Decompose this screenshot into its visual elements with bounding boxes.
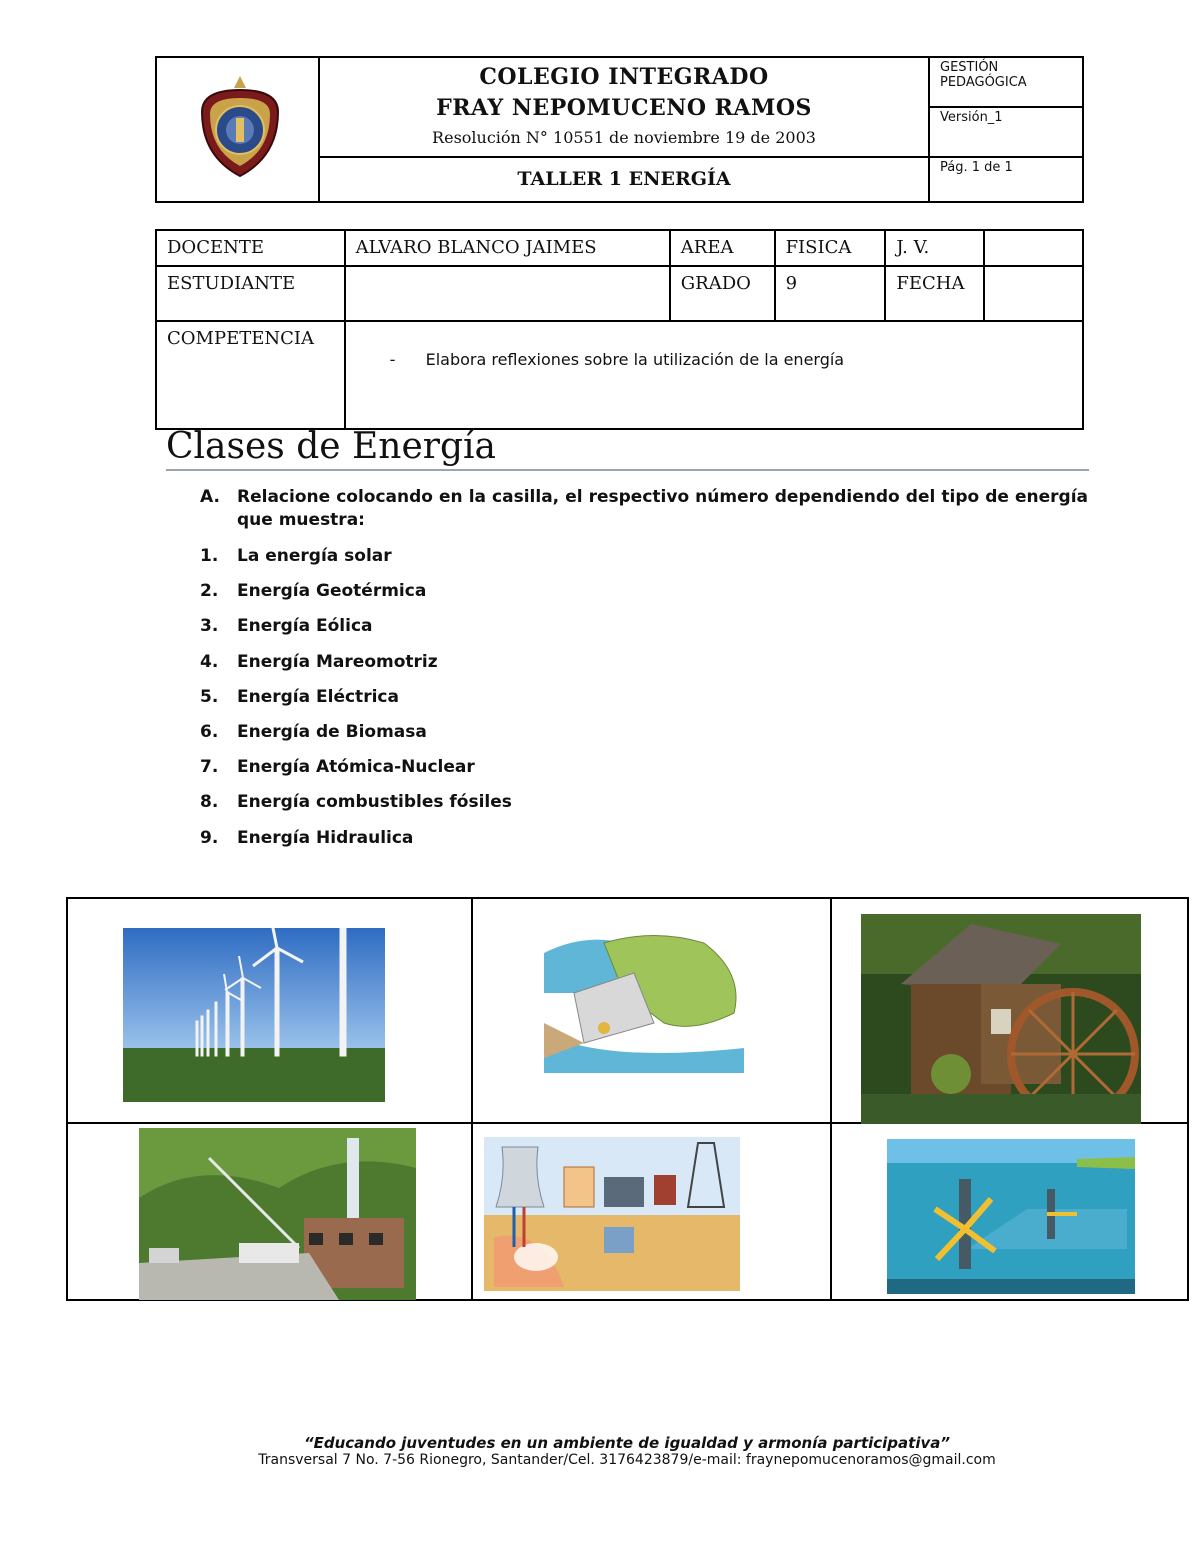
date-label: FECHA — [885, 266, 984, 321]
school-name-line2: FRAY NEPOMUCENO RAMOS — [436, 95, 812, 121]
question-label: A. — [200, 487, 220, 507]
student-info-table — [155, 229, 1084, 430]
area-value: FISICA — [775, 230, 886, 266]
list-item: 4. Energía Mareomotriz — [200, 651, 438, 672]
competence-cell — [345, 321, 1083, 429]
list-item: 7. Energía Atómica-Nuclear — [200, 757, 475, 778]
teacher-label: DOCENTE — [156, 230, 345, 266]
grade-label: GRADO — [670, 266, 775, 321]
question-text: Relacione colocando en la casilla, el respectivo número dependiendo del tipo de energía que muestra: — [237, 487, 1088, 530]
image-grid — [66, 897, 1189, 1301]
resolution-text: Resolución N° 10551 de noviembre 19 de 2003 — [432, 128, 816, 147]
workshop-title: TALLER 1 ENERGÍA — [517, 168, 731, 190]
competence-value: Elabora reflexiones sobre la utilización de la energía — [425, 350, 845, 369]
logo-cell — [157, 58, 320, 201]
student-value[interactable] — [345, 266, 670, 321]
competence-label: COMPETENCIA — [156, 321, 345, 429]
grade-value: 9 — [775, 266, 886, 321]
teacher-value: ALVARO BLANCO JAIMES — [345, 230, 670, 266]
list-item: 2. Energía Geotérmica — [200, 581, 427, 602]
school-name-line1: COLEGIO INTEGRADO — [479, 64, 769, 90]
shift-value[interactable] — [984, 230, 1083, 266]
list-item: 8. Energía combustibles fósiles — [200, 792, 512, 813]
header-right — [930, 58, 1082, 201]
water-mill-photo — [861, 914, 1141, 1124]
date-value[interactable] — [984, 266, 1083, 321]
wind-turbines-photo — [123, 928, 385, 1102]
page-label: Pág. 1 de 1 — [940, 160, 1013, 175]
management-label: GESTIÓN PEDAGÓGICA — [930, 58, 1082, 108]
footer-address: Transversal 7 No. 7-56 Rionegro, Santander/Cel. 3176423879/e-mail: fraynepomucenoramos@gmail.com — [258, 1452, 996, 1468]
student-label: ESTUDIANTE — [156, 266, 345, 321]
question-a — [200, 486, 1088, 532]
list-item: 1. La energía solar — [200, 546, 392, 566]
list-item: 5. Energía Eléctrica — [200, 686, 399, 707]
list-item: 6. Energía de Biomasa — [200, 721, 427, 742]
energy-list — [200, 544, 512, 861]
list-item: 9. Energía Hidraulica — [200, 827, 414, 848]
area-label: AREA — [670, 230, 775, 266]
title-rule — [166, 469, 1089, 471]
version-label: Versión_1 — [930, 108, 1082, 158]
section-title: Clases de Energía — [166, 426, 497, 467]
dam-illustration — [544, 933, 744, 1073]
hydro-plant-photo — [139, 1128, 416, 1300]
geothermal-plant-diagram — [484, 1137, 740, 1291]
shift-label: J. V. — [885, 230, 984, 266]
list-item: 3. Energía Eólica — [200, 616, 373, 637]
competence-bullet: - — [389, 350, 396, 369]
footer-motto: “Educando juventudes en un ambiente de igualdad y armonía participativa” — [303, 1434, 951, 1452]
header-center — [320, 58, 930, 201]
header-table — [155, 56, 1084, 203]
tidal-turbines-diagram — [887, 1139, 1135, 1294]
school-crest-logo — [190, 72, 290, 182]
